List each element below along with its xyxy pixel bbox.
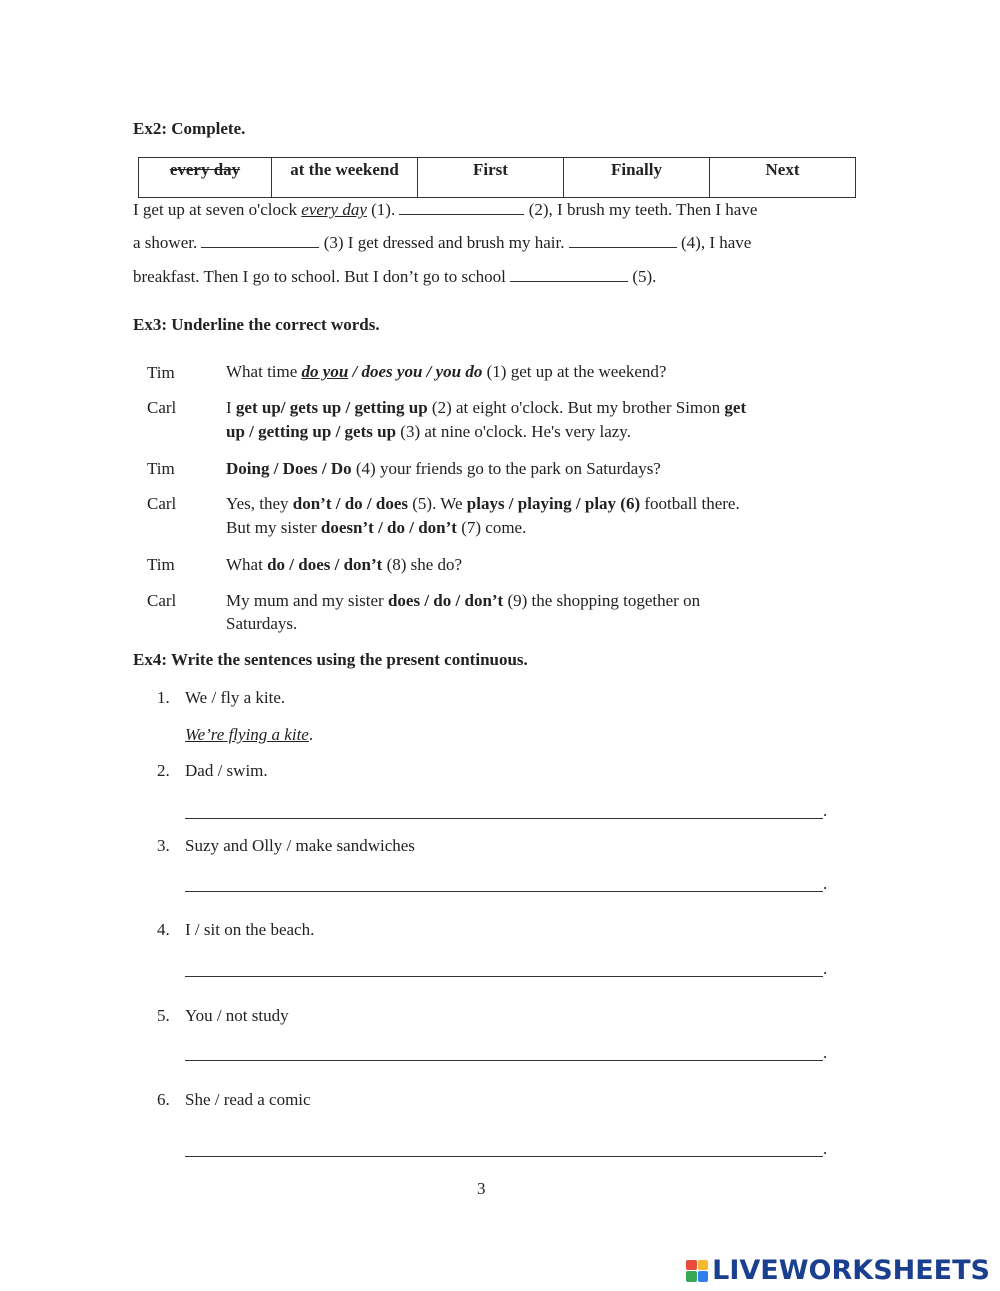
line-period: . (823, 1043, 828, 1062)
example-answer: every day (301, 200, 367, 219)
answer-line[interactable] (185, 1060, 823, 1061)
liveworksheets-logo-icon (686, 1260, 708, 1282)
word-bank-item: at the weekend (272, 158, 418, 198)
word-bank-item: First (418, 158, 564, 198)
speaker-carl: Carl (147, 494, 177, 513)
answer-line[interactable] (185, 1156, 823, 1157)
answer-line[interactable] (185, 891, 823, 892)
choice-group[interactable]: plays / playing / play (466, 494, 617, 513)
dialogue-line: Doing / Does / Do (4) your friends go to the park on Saturdays? (226, 459, 661, 478)
dialogue-line: My mum and my sister does / do / don’t (9) the shopping together on (226, 591, 701, 610)
word-bank-table (138, 157, 856, 198)
answer-line[interactable] (185, 976, 823, 977)
blank-3[interactable] (201, 233, 319, 248)
item-prompt: Dad / swim. (185, 761, 268, 780)
speaker-carl: Carl (147, 591, 177, 610)
speaker-carl: Carl (147, 398, 177, 417)
ex2-heading: Ex2: Complete. (133, 119, 246, 138)
choice-group[interactable]: don’t / do / does (292, 494, 409, 513)
item-number: 5. (157, 1006, 170, 1025)
liveworksheets-logo (686, 1255, 990, 1286)
ex4-heading: Ex4: Write the sentences using the present continuous. (133, 650, 528, 669)
blank-5[interactable] (510, 267, 628, 282)
dialogue-line: I get up/ gets up / getting up (2) at eight o'clock. But my brother Simon get (226, 398, 747, 417)
word-bank-item: every day (139, 158, 272, 198)
dialogue-line: Saturdays. (226, 614, 298, 633)
item-prompt: You / not study (185, 1006, 289, 1025)
choice-group[interactable]: do / does / don’t (267, 555, 383, 574)
item-number: 2. (157, 761, 170, 780)
line-period: . (823, 801, 828, 820)
answer-line[interactable] (185, 818, 823, 819)
choice-group[interactable]: does / do / don’t (387, 591, 504, 610)
item-number: 6. (157, 1090, 170, 1109)
dialogue-line: up / getting up / gets up (3) at nine o'clock. He's very lazy. (226, 422, 631, 441)
item-prompt: We / fly a kite. (185, 688, 286, 707)
page-number: 3 (477, 1179, 486, 1198)
speaker-tim: Tim (147, 555, 175, 574)
dialogue-line: What time do you / does you / you do (1) get up at the weekend? (226, 362, 667, 381)
line-period: . (823, 874, 828, 893)
choice-group[interactable]: Doing / Does / Do (226, 459, 352, 478)
line-period: . (823, 1139, 828, 1158)
ex2-paragraph-line-1: I get up at seven o'clock every day (1). (2), I brush my teeth. Then I have (133, 200, 758, 219)
blank-2[interactable] (399, 200, 524, 215)
choice-group[interactable]: up / getting up / gets up (226, 422, 397, 441)
word-bank-item: Finally (564, 158, 710, 198)
item-number: 1. (157, 688, 170, 707)
item-number: 3. (157, 836, 170, 855)
dialogue-line: What do / does / don’t (8) she do? (226, 555, 463, 574)
example-sentence: We’re flying a kite. (185, 725, 314, 744)
word-bank-item: Next (710, 158, 856, 198)
correct-choice[interactable]: do you (301, 362, 349, 381)
dialogue-line: Yes, they don’t / do / does (5). We plays / playing / play (6) football there. (226, 494, 740, 513)
item-prompt: Suzy and Olly / make sandwiches (185, 836, 415, 855)
speaker-tim: Tim (147, 363, 175, 382)
dialogue-line: But my sister doesn’t / do / don’t (7) come. (226, 518, 527, 537)
ex2-paragraph-line-3: breakfast. Then I go to school. But I don’t go to school (5). (133, 267, 657, 286)
item-prompt: She / read a comic (185, 1090, 311, 1109)
choice-group[interactable]: doesn’t / do / don’t (320, 518, 457, 537)
item-number: 4. (157, 920, 170, 939)
choice-group[interactable]: get up/ gets up / getting up (235, 398, 428, 417)
ex2-paragraph-line-2: a shower. (3) I get dressed and brush my hair. (4), I have (133, 233, 752, 252)
speaker-tim: Tim (147, 459, 175, 478)
brand-name: LIVEWORKSHEETS (712, 1255, 990, 1286)
line-period: . (823, 959, 828, 978)
item-prompt: I / sit on the beach. (185, 920, 315, 939)
blank-4[interactable] (569, 233, 677, 248)
ex3-heading: Ex3: Underline the correct words. (133, 315, 380, 334)
choice-group[interactable]: get (724, 398, 747, 417)
